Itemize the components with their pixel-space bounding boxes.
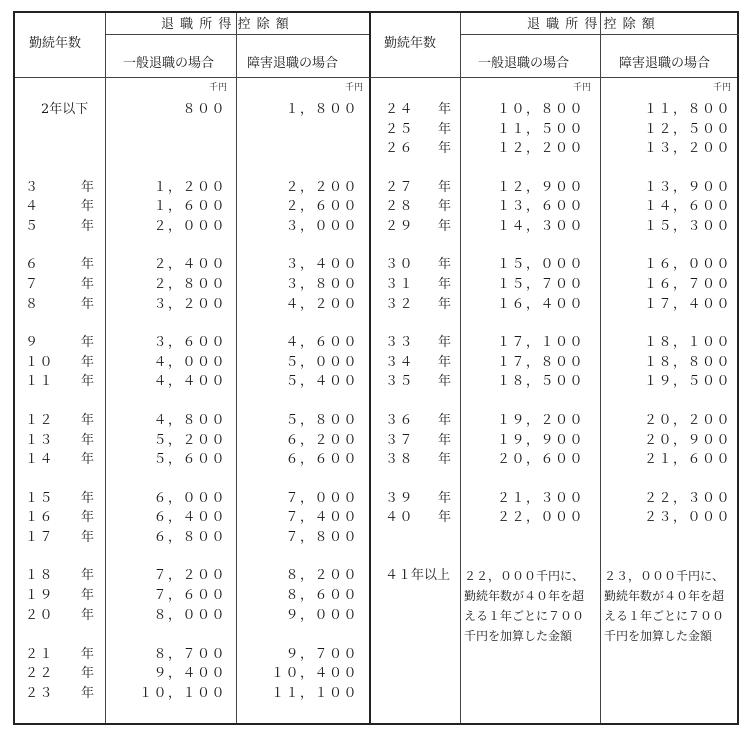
left-row-6-general: ３，２００	[153, 297, 226, 312]
left-row-3-year-suffix: 年	[81, 219, 95, 234]
right-disability-unit: 千円	[713, 83, 732, 93]
right-row-12-general: １９，２００	[496, 413, 584, 428]
right-final-disability-line-2: える１年ごとに７００	[604, 609, 725, 623]
right-row-8-disability: １７，４００	[643, 297, 731, 312]
right-row-0-general: １０，８００	[496, 102, 584, 117]
left-row-16-general: ７，２００	[153, 568, 226, 583]
left-row-7-general: ３，６００	[153, 335, 226, 350]
left-row-11-year-suffix: 年	[81, 433, 95, 448]
left-row-21-disability: １１，１００	[270, 686, 358, 701]
left-row-20-year-suffix: 年	[81, 666, 95, 681]
right-row-9-general: １７，１００	[496, 335, 584, 350]
left-row-15-disability: ７，８００	[285, 530, 358, 545]
right-row-16-year-suffix: 年	[438, 510, 452, 525]
left-row-2-year-suffix: 年	[81, 199, 95, 214]
left-row-8-year: １０	[25, 355, 55, 370]
left-row-10-year-suffix: 年	[81, 413, 95, 428]
right-final-disability-line-1: 勤続年数が４０年を超	[604, 589, 725, 603]
left-row-7-year-suffix: 年	[81, 335, 95, 350]
left-row-14-year-suffix: 年	[81, 510, 95, 525]
right-row-15-disability: ２２，３００	[643, 491, 731, 506]
right-row-5-year-suffix: 年	[438, 219, 452, 234]
right-row-8-year-suffix: 年	[438, 297, 452, 312]
left-row-15-year: １７	[25, 530, 55, 545]
left-row-19-year: ２１	[25, 647, 55, 662]
retirement-deduction-table	[13, 11, 739, 725]
left-row-4-year-suffix: 年	[81, 257, 95, 272]
left-row-16-year-suffix: 年	[81, 568, 95, 583]
left-row-20-year: ２２	[25, 666, 55, 681]
left-row-14-disability: ７，４００	[285, 510, 358, 525]
right-final-year: ４１年以上	[385, 568, 451, 583]
left-row-1-year: ３	[25, 180, 40, 195]
left-row-19-disability: ９，７００	[285, 647, 358, 662]
left-row-21-year: ２３	[25, 686, 55, 701]
left-row-7-year: ９	[25, 335, 40, 350]
left-row-12-year-suffix: 年	[81, 452, 95, 467]
left-row-13-year: １５	[25, 491, 55, 506]
left-row-6-year: ８	[25, 297, 40, 312]
left-row-14-general: ６，４００	[153, 510, 226, 525]
left-row-21-year-suffix: 年	[81, 686, 95, 701]
left-row-1-disability: ２，２００	[285, 180, 358, 195]
left-row-11-year: １３	[25, 433, 55, 448]
left-row-3-year: ５	[25, 219, 40, 234]
right-row-2-disability: １３，２００	[643, 141, 731, 156]
left-row-18-year-suffix: 年	[81, 608, 95, 623]
right-row-6-general: １５，０００	[496, 257, 584, 272]
right-row-3-year: ２７	[385, 180, 415, 195]
right-group-underline	[460, 34, 739, 35]
left-row-2-disability: ２，６００	[285, 199, 358, 214]
left-row-0-general: ８００	[182, 102, 226, 117]
right-row-6-disability: １６，０００	[643, 257, 731, 272]
left-row-0-year: 2年以下	[41, 102, 89, 117]
right-row-12-disability: ２０，２００	[643, 413, 731, 428]
right-row-12-year: ３６	[385, 413, 415, 428]
left-row-15-year-suffix: 年	[81, 530, 95, 545]
left-row-13-disability: ７，０００	[285, 491, 358, 506]
left-row-11-disability: ６，２００	[285, 433, 358, 448]
right-row-16-disability: ２３，０００	[643, 510, 731, 525]
left-row-4-year: ６	[25, 257, 40, 272]
divider-right-years	[460, 13, 461, 723]
left-row-10-disability: ５，８００	[285, 413, 358, 428]
right-row-1-general: １１，５００	[496, 122, 584, 137]
left-row-18-year: ２０	[25, 608, 55, 623]
right-row-4-year-suffix: 年	[438, 199, 452, 214]
right-row-13-general: １９，９００	[496, 433, 584, 448]
right-row-14-year-suffix: 年	[438, 452, 452, 467]
right-row-11-general: １８，５００	[496, 374, 584, 389]
right-row-3-year-suffix: 年	[438, 180, 452, 195]
right-row-5-year: ２９	[385, 219, 415, 234]
right-row-15-year-suffix: 年	[438, 491, 452, 506]
left-row-2-general: １，６００	[153, 199, 226, 214]
left-row-6-year-suffix: 年	[81, 297, 95, 312]
left-row-10-general: ４，８００	[153, 413, 226, 428]
right-row-12-year-suffix: 年	[438, 413, 452, 428]
right-years-header: 勤続年数	[384, 36, 437, 51]
left-disability-unit: 千円	[345, 83, 364, 93]
right-final-general-line-3: 千円を加算した金額	[464, 629, 573, 643]
left-row-19-general: ８，７００	[153, 647, 226, 662]
right-final-disability-line-3: 千円を加算した金額	[604, 629, 713, 643]
left-row-0-disability: １，８００	[285, 102, 358, 117]
left-row-9-year: １１	[25, 374, 55, 389]
right-row-7-disability: １６，７００	[643, 277, 731, 292]
right-final-disability-line-0: ２３，０００千円に、	[604, 569, 725, 583]
left-years-header: 勤続年数	[29, 36, 82, 51]
right-row-1-disability: １２，５００	[643, 122, 731, 137]
left-row-20-general: ９，４００	[153, 666, 226, 681]
right-row-3-general: １２，９００	[496, 180, 584, 195]
right-row-14-disability: ２１，６００	[643, 452, 731, 467]
right-row-16-general: ２２，０００	[496, 510, 584, 525]
right-row-10-disability: １８，８００	[643, 355, 731, 370]
left-row-16-disability: ８，２００	[285, 568, 358, 583]
right-row-2-year: ２６	[385, 141, 415, 156]
left-row-4-general: ２，４００	[153, 257, 226, 272]
right-row-0-year-suffix: 年	[438, 102, 452, 117]
right-final-general-line-2: える１年ごとに７００	[464, 609, 585, 623]
right-row-8-year: ３２	[385, 297, 415, 312]
right-row-2-year-suffix: 年	[438, 141, 452, 156]
left-row-21-general: １０，１００	[138, 686, 226, 701]
divider-right-middle	[600, 13, 601, 723]
right-row-13-year-suffix: 年	[438, 433, 452, 448]
right-final-general-line-0: ２２，０００千円に、	[464, 569, 585, 583]
left-row-13-year-suffix: 年	[81, 491, 95, 506]
right-row-8-general: １６，４００	[496, 297, 584, 312]
left-row-3-general: ２，０００	[153, 219, 226, 234]
right-row-14-general: ２０，６００	[496, 452, 584, 467]
left-row-17-year-suffix: 年	[81, 588, 95, 603]
right-row-7-year-suffix: 年	[438, 277, 452, 292]
left-row-13-general: ６，０００	[153, 491, 226, 506]
right-row-7-year: ３１	[385, 277, 415, 292]
right-row-6-year: ３０	[385, 257, 415, 272]
right-final-general-line-1: 勤続年数が４０年を超	[464, 589, 585, 603]
right-row-14-year: ３８	[385, 452, 415, 467]
left-row-8-disability: ５，０００	[285, 355, 358, 370]
divider-left-middle	[236, 13, 237, 723]
left-row-5-year: ７	[25, 277, 40, 292]
left-row-12-disability: ６，６００	[285, 452, 358, 467]
right-row-1-year: ２５	[385, 122, 415, 137]
right-row-4-general: １３，６００	[496, 199, 584, 214]
right-row-11-year: ３５	[385, 374, 415, 389]
left-row-2-year: ４	[25, 199, 40, 214]
left-row-9-disability: ５，４００	[285, 374, 358, 389]
left-row-1-year-suffix: 年	[81, 180, 95, 195]
left-row-9-general: ４，４００	[153, 374, 226, 389]
right-row-11-year-suffix: 年	[438, 374, 452, 389]
left-row-20-disability: １０，４００	[270, 666, 358, 681]
divider-center	[369, 13, 371, 723]
right-disability-header: 障害退職の場合	[619, 56, 711, 71]
left-row-1-general: １，２００	[153, 180, 226, 195]
left-row-19-year-suffix: 年	[81, 647, 95, 662]
header-bottom-line	[15, 77, 737, 78]
right-row-15-year: ３９	[385, 491, 415, 506]
right-row-5-disability: １５，３００	[643, 219, 731, 234]
left-row-7-disability: ４，６００	[285, 335, 358, 350]
right-row-13-year: ３７	[385, 433, 415, 448]
right-group-title: 退 職 所 得 控 除 額	[527, 17, 656, 32]
left-general-unit: 千円	[209, 83, 228, 93]
left-row-18-general: ８，０００	[153, 608, 226, 623]
right-row-3-disability: １３，９００	[643, 180, 731, 195]
left-row-8-general: ４，０００	[153, 355, 226, 370]
right-row-6-year-suffix: 年	[438, 257, 452, 272]
left-row-8-year-suffix: 年	[81, 355, 95, 370]
right-row-4-year: ２８	[385, 199, 415, 214]
left-row-5-general: ２，８００	[153, 277, 226, 292]
right-row-4-disability: １４，６００	[643, 199, 731, 214]
right-row-5-general: １４，３００	[496, 219, 584, 234]
left-row-17-general: ７，６００	[153, 588, 226, 603]
left-row-6-disability: ４，２００	[285, 297, 358, 312]
right-row-9-year-suffix: 年	[438, 335, 452, 350]
left-row-3-disability: ３，０００	[285, 219, 358, 234]
left-row-10-year: １２	[25, 413, 55, 428]
left-row-17-disability: ８，６００	[285, 588, 358, 603]
left-row-17-year: １９	[25, 588, 55, 603]
right-row-0-year: ２４	[385, 102, 415, 117]
right-row-10-year: ３４	[385, 355, 415, 370]
left-row-9-year-suffix: 年	[81, 374, 95, 389]
left-row-14-year: １６	[25, 510, 55, 525]
right-row-16-year: ４０	[385, 510, 415, 525]
left-row-5-disability: ３，８００	[285, 277, 358, 292]
left-row-15-general: ６，８００	[153, 530, 226, 545]
left-disability-header: 障害退職の場合	[247, 56, 339, 71]
left-row-16-year: １８	[25, 568, 55, 583]
left-row-4-disability: ３，４００	[285, 257, 358, 272]
left-row-18-disability: ９，０００	[285, 608, 358, 623]
right-row-7-general: １５，７００	[496, 277, 584, 292]
left-general-header: 一般退職の場合	[123, 56, 215, 71]
right-row-15-general: ２１，３００	[496, 491, 584, 506]
right-row-9-disability: １８，１００	[643, 335, 731, 350]
left-row-11-general: ５，２００	[153, 433, 226, 448]
right-row-2-general: １２，２００	[496, 141, 584, 156]
left-row-5-year-suffix: 年	[81, 277, 95, 292]
left-row-12-year: １４	[25, 452, 55, 467]
right-row-13-disability: ２０，９００	[643, 433, 731, 448]
right-row-9-year: ３３	[385, 335, 415, 350]
right-general-header: 一般退職の場合	[478, 56, 570, 71]
right-row-10-general: １７，８００	[496, 355, 584, 370]
right-general-unit: 千円	[573, 83, 592, 93]
right-row-10-year-suffix: 年	[438, 355, 452, 370]
right-row-11-disability: １９，５００	[643, 374, 731, 389]
left-group-title: 退 職 所 得 控 除 額	[161, 17, 290, 32]
left-row-12-general: ５，６００	[153, 452, 226, 467]
right-row-0-disability: １１，８００	[643, 102, 731, 117]
divider-left-years	[105, 13, 106, 723]
right-row-1-year-suffix: 年	[438, 122, 452, 137]
left-group-underline	[105, 34, 369, 35]
